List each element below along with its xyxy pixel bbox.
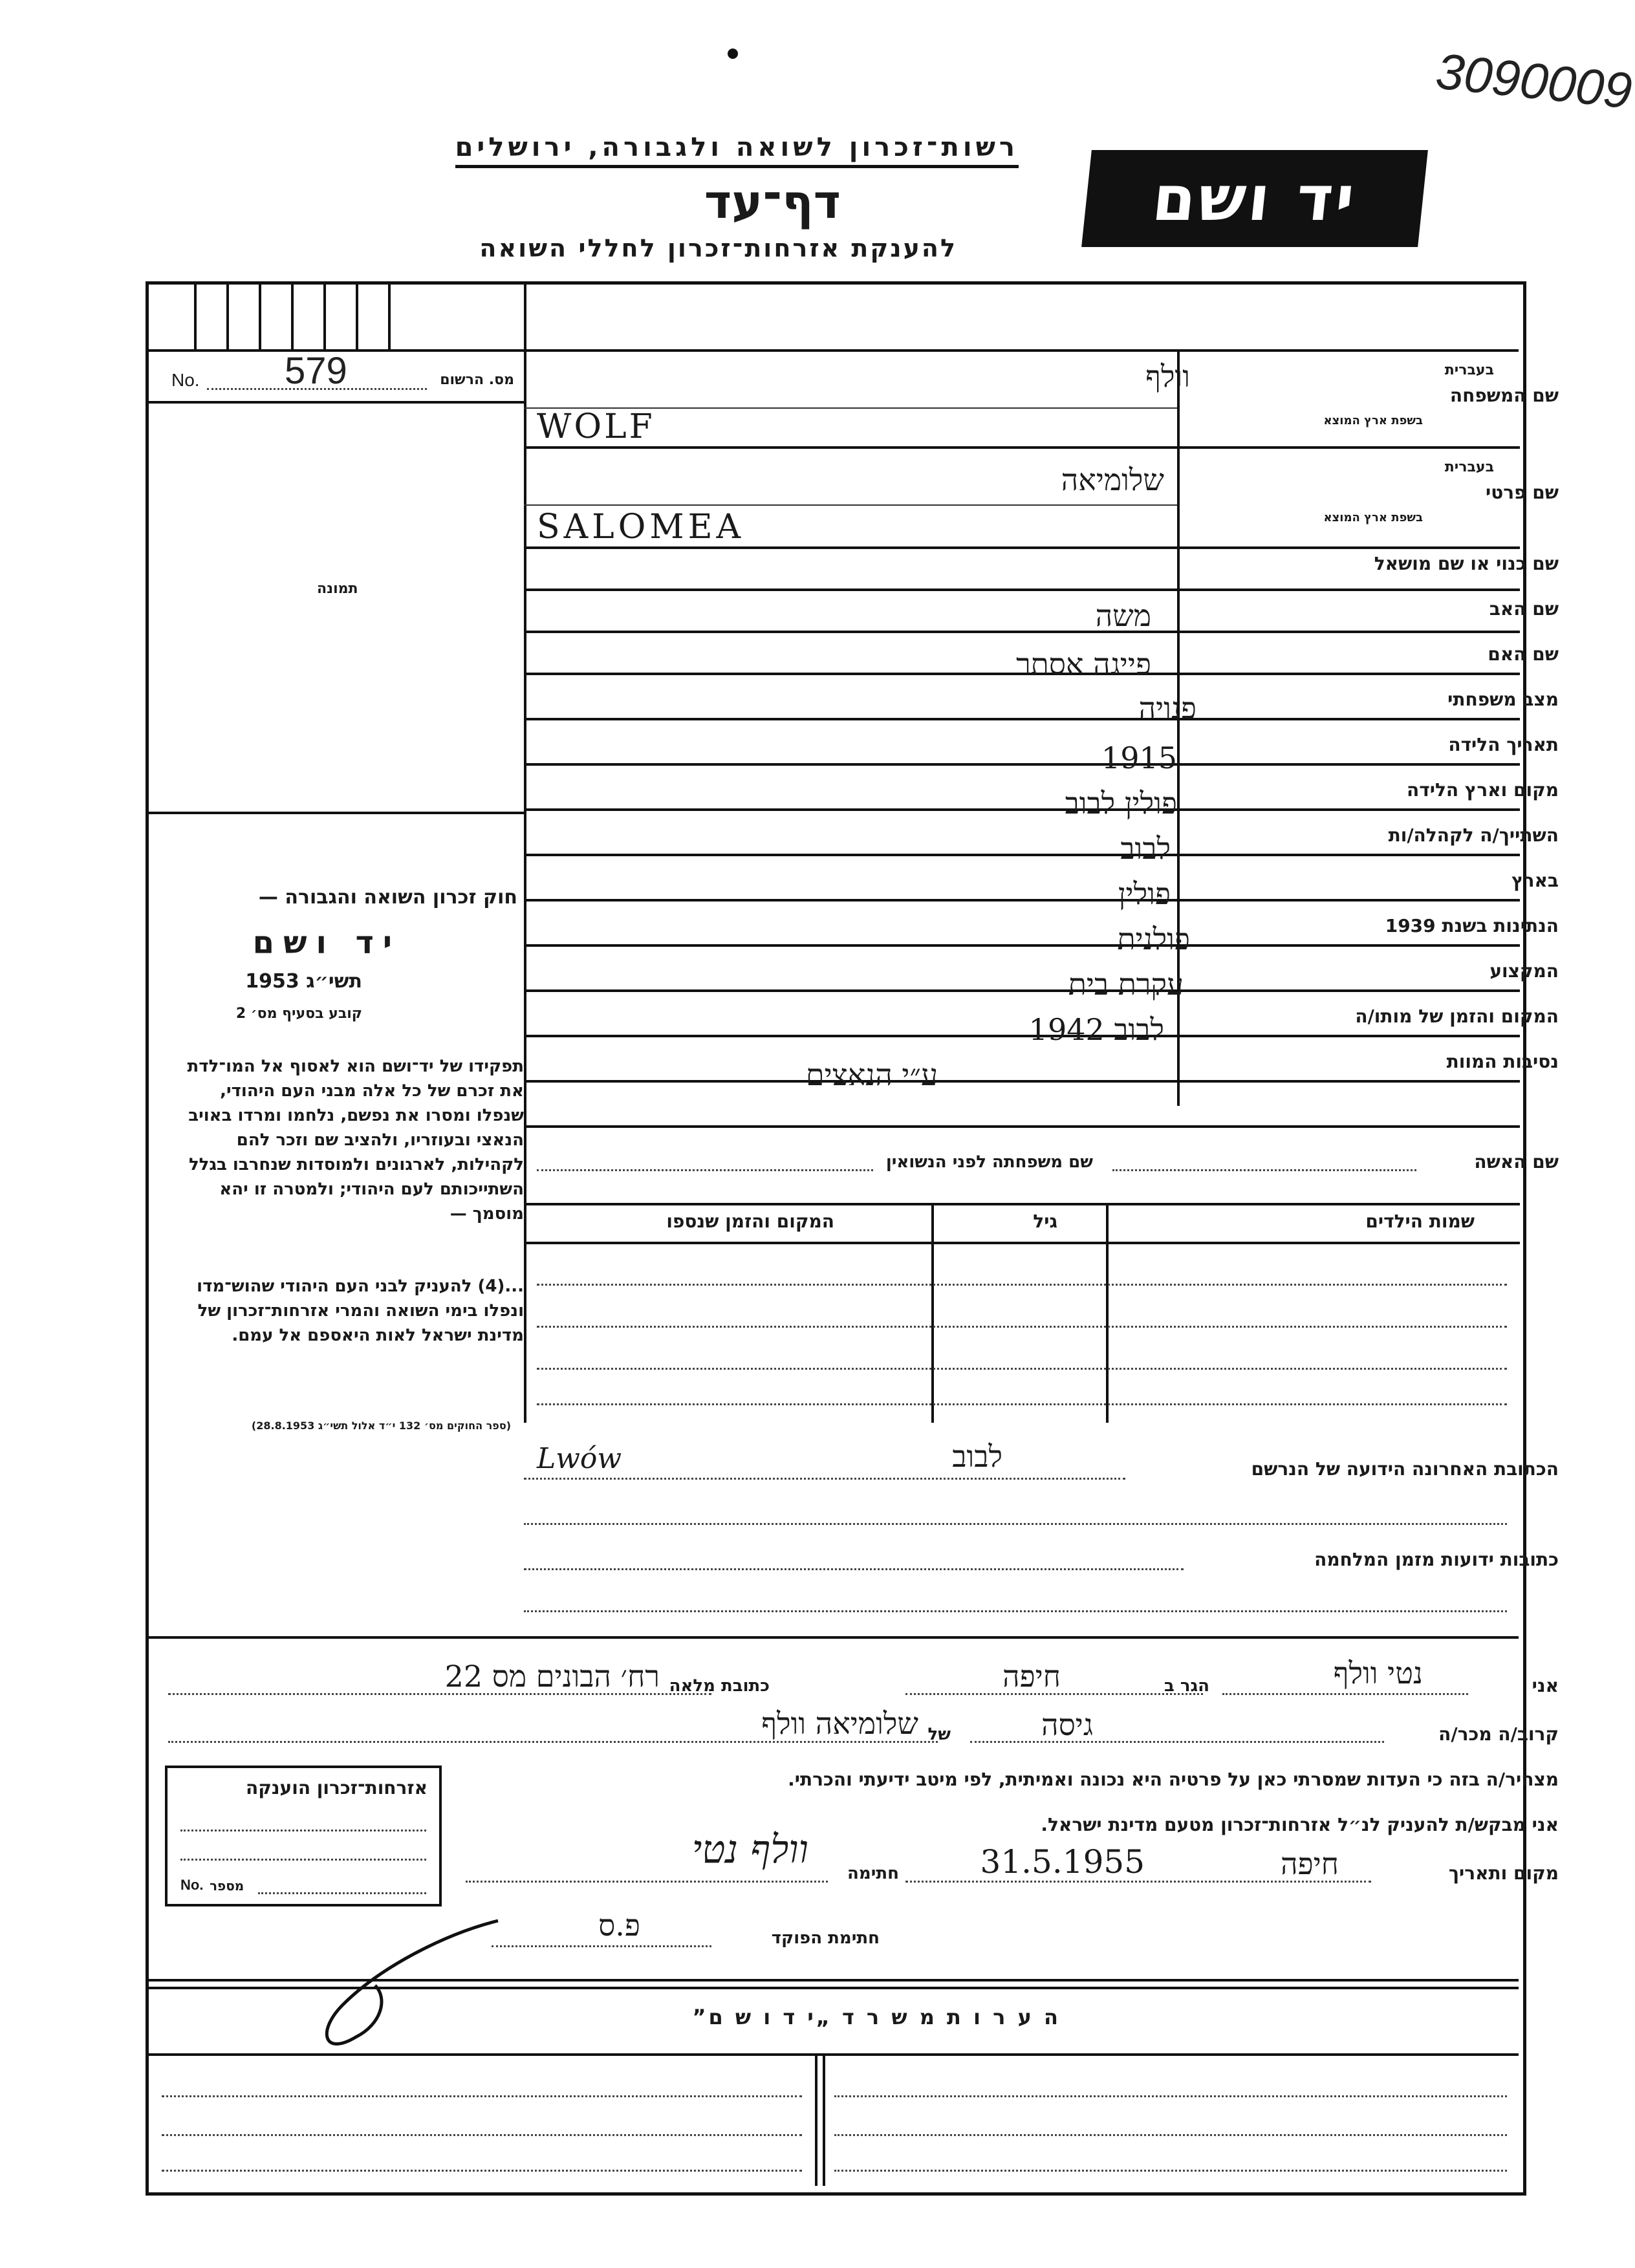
death-value: לבוב 1942	[1028, 1012, 1164, 1047]
office-notes-title: ה ע ר ו ת מ ש ר ד „י ד ו ש ם”	[692, 2005, 1061, 2029]
place-value: חיפה	[1281, 1846, 1339, 1881]
full-address-value: רח׳ הבונים מס 22	[444, 1659, 660, 1694]
wife-label: שם האשה	[1474, 1151, 1559, 1172]
mother-value: פייגה אסתר	[1016, 647, 1151, 682]
form-title: דף־עד	[704, 175, 841, 229]
resides-value: חיפה	[1002, 1659, 1061, 1694]
family-hebrew-label: בעברית	[1444, 362, 1494, 378]
box-no-label: No.	[180, 1877, 204, 1893]
country-label: בארץ	[1511, 870, 1559, 891]
profession-label: המקצוע	[1489, 960, 1559, 982]
reg-label: מס. הרשום	[440, 372, 514, 388]
box-number-label: מספר	[210, 1878, 244, 1894]
date-value: 31.5.1955	[980, 1843, 1145, 1881]
marital-label: מצב משפחתי	[1447, 689, 1559, 710]
first-origin-label: בשפת ארץ המוצא	[1323, 511, 1423, 524]
last-address-label: הכתובת האחרונה הידועה של הנרשם	[1251, 1458, 1559, 1480]
logo-text: יד ושם	[1149, 162, 1361, 235]
maiden-label: שם משפחתה לפני הנשואין	[885, 1152, 1093, 1172]
law-title: חוק זכרון השואה והגבורה —	[258, 886, 517, 909]
children-names-header: שמות הילדים	[1365, 1211, 1475, 1232]
community-label: השתייך/ה לקהלה/ות	[1388, 825, 1559, 846]
request-text: אני מבקש/ת להעניק לנ״ל אזרחות־זכרון מטעם מדינת ישראל.	[1041, 1814, 1559, 1835]
relative-value: גיסה	[1041, 1707, 1093, 1742]
declarant-i-label: אני	[1532, 1675, 1559, 1696]
community-value: לבוב	[1120, 831, 1171, 866]
of-label: של	[927, 1725, 951, 1744]
circumstances-label: נסיבות המוות	[1446, 1051, 1559, 1072]
family-name-origin: WOLF	[537, 407, 655, 446]
declarant-name: נטי וולף	[1333, 1656, 1423, 1690]
authority-name: רשות־זכרון לשואה ולגבורה, ירושלים	[455, 133, 1019, 168]
archive-number: 3090009	[1433, 42, 1635, 120]
signature-label: חתימה	[847, 1864, 899, 1883]
birthplace-label: מקום וארץ הלידה	[1407, 779, 1559, 801]
law-clause: קובע בסעיף מס׳ 2	[235, 1006, 362, 1022]
nickname-label: שם כנוי או שם מושאל	[1374, 553, 1559, 574]
reg-no-label: No.	[171, 370, 200, 390]
first-hebrew-label: בעברית	[1444, 459, 1494, 475]
birthplace-value: פולין לבוב	[1065, 786, 1177, 821]
officer-label: חתימת הפוקד	[771, 1928, 880, 1948]
marital-value: פנויה	[1138, 691, 1196, 726]
citizenship-value: פולנית	[1117, 922, 1190, 956]
father-label: שם האב	[1489, 598, 1559, 620]
reg-number: 579	[285, 350, 347, 392]
place-date-label: מקום ותאריך	[1448, 1863, 1559, 1884]
birthdate-value: 1915	[1101, 740, 1177, 775]
father-value: משה	[1095, 598, 1151, 633]
form-subtitle: להענקת אזרחות־זכרון לחללי השואה	[479, 234, 957, 263]
death-label: המקום והזמן של מותו/ה	[1355, 1006, 1559, 1027]
citizenship-box-title: אזרחות־זכרון הוענקה	[246, 1777, 428, 1798]
mother-label: שם האם	[1488, 643, 1559, 665]
children-age-header: גיל	[1033, 1211, 1057, 1232]
punch-mark	[728, 49, 738, 59]
family-origin-label: בשפת ארץ המוצא	[1323, 414, 1423, 427]
of-value: שלומיאה וולף	[761, 1706, 918, 1741]
last-address-value: לבוב	[952, 1439, 1002, 1474]
profession-value: עקרת בית	[1068, 967, 1184, 1002]
citizenship-label: הנתינות בשנת 1939	[1385, 915, 1559, 936]
first-name-label: שם פרטי	[1485, 482, 1559, 503]
law-name: יד ושם	[252, 925, 401, 961]
officer-value: פ.ס	[598, 1908, 640, 1943]
officer-flourish	[304, 1908, 511, 2063]
law-body: תפקידו של יד־ושם הוא לאסוף אל המו־לדת את זכרם של כל אלה מבני העם היהודי, שנפלו ומסרו את נפשם, נלחמו ומרדו באויב הנאצי ובעוזריו, ולהציב שם וזכר להם לקהילות, לארגונים ולמוסדות שנחרבו בגלל השתייכותם לעם היהודי; ולמטרה זו יהא מוסמך —	[187, 1057, 524, 1224]
yad-vashem-logo	[1081, 150, 1428, 247]
wartime-address-label: כתובות ידועות מזמן המלחמה	[1314, 1549, 1559, 1570]
resides-label: הגר ב	[1164, 1676, 1209, 1696]
circumstances-value: ע״י הנאצים	[805, 1057, 938, 1092]
children-place-header: המקום והזמן שנספו	[666, 1211, 834, 1232]
relative-label: קרוב/ה מכר/ה	[1438, 1723, 1559, 1745]
law-year: תשי״ג 1953	[245, 970, 362, 993]
last-address-extra: Lwów	[537, 1442, 622, 1475]
full-address-label: כתובת מלאה	[669, 1676, 770, 1696]
signature-value: וולף נטי	[691, 1827, 808, 1872]
first-name-origin: SALOMEA	[537, 508, 745, 546]
photo-label: תמונה	[317, 581, 358, 597]
family-name-hebrew: וולף	[1145, 359, 1190, 394]
declare-text: מצהיר/ה בזה כי העדות שמסרתי כאן על פרטיה היא נכונה ואמיתית, לפי מיטב ידיעתי והכרתי.	[788, 1769, 1559, 1790]
first-name-hebrew: שלומיאה	[1061, 462, 1164, 497]
country-value: פולין	[1118, 876, 1171, 911]
law-ref: (ספר החוקים מס׳ 132 י״ד אלול תשי״ג 28.8.1953)	[251, 1420, 511, 1432]
law-body-2: ...(4) להעניק לבני העם היהודי שהוש־מדו ונפלו בימי השואה והמרי אזרחות־זכרון של מדינת ישראל לאות היאספם אל עמם.	[197, 1277, 524, 1345]
family-name-label: שם המשפחה	[1449, 385, 1559, 406]
birthdate-label: תאריך הלידה	[1448, 734, 1559, 755]
citizenship-granted-box	[165, 1766, 442, 1906]
